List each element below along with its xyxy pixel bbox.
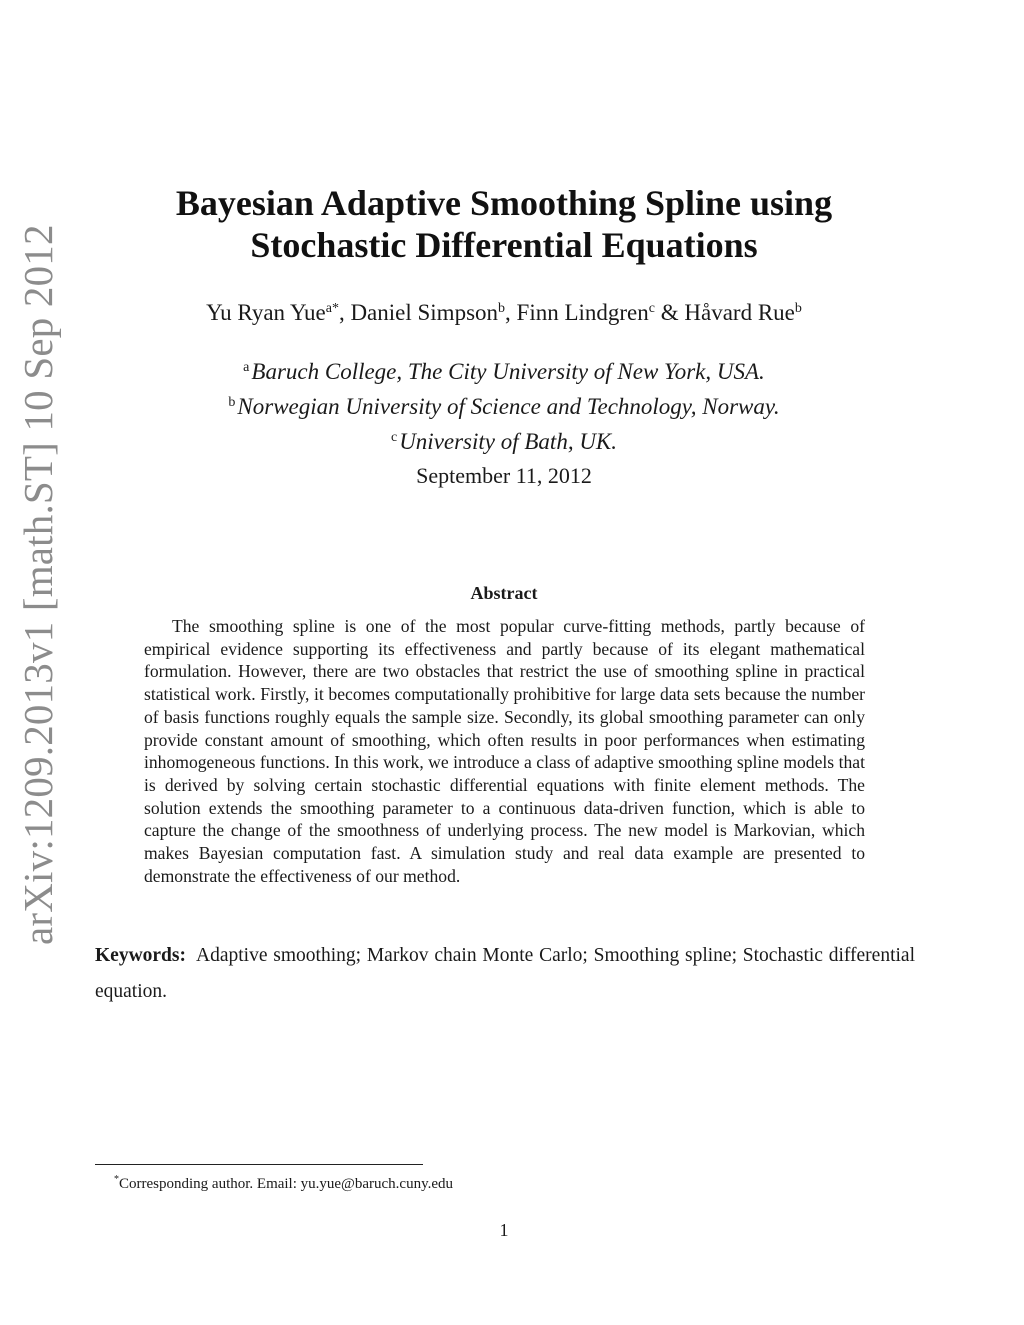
affiliation-list	[100, 352, 908, 457]
author	[350, 300, 516, 325]
author-name: Finn Lindgren	[516, 300, 649, 325]
affiliation	[100, 422, 908, 457]
affiliation	[100, 352, 908, 387]
footnote	[114, 1170, 814, 1194]
affiliation	[100, 387, 908, 422]
author-affiliation-mark: b	[498, 301, 506, 316]
author	[684, 300, 802, 325]
corresponding-author-mark: *	[331, 301, 339, 316]
author-list	[100, 294, 908, 328]
footnote-mark: *	[114, 1174, 119, 1185]
author-name: Håvard Rue	[684, 300, 795, 325]
author-separator: &	[655, 300, 685, 325]
author	[517, 300, 685, 325]
affiliation-mark: a	[243, 360, 250, 375]
author-separator: ,	[338, 300, 351, 325]
author-affiliation-mark: a	[325, 301, 332, 316]
keywords-label: Keywords:	[95, 945, 186, 966]
affiliation-text: Baruch College, The City University of New York, USA.	[251, 359, 765, 384]
footnote-divider	[95, 1164, 423, 1165]
affiliation-text: University of Bath, UK.	[399, 429, 618, 454]
page-number: 1	[499, 1220, 509, 1240]
keywords-section	[95, 938, 915, 1010]
paper-title	[100, 182, 908, 266]
author-affiliation-mark: c	[648, 301, 655, 316]
author-affiliation-mark: b	[794, 301, 802, 316]
affiliation-mark: b	[228, 395, 236, 410]
publication-date: September 11, 2012	[416, 463, 592, 488]
arxiv-identifier-stamp: arXiv:1209.2013v1 [math.ST] 10 Sep 2012	[15, 224, 61, 945]
abstract-body: The smoothing spline is one of the most popular curve-fitting methods, partly because of empirical evidence supporting its effectiveness and partly because of its elegant mathematical formulation. However, there are two obstacles that restrict the use of smoothing spline in practical statistical work. Firstly, it becomes computationally prohibitive for large data sets because the number of basis functions roughly equals the sample size. Secondly, its global smoothing parameter can only provide constant amount of smoothing, which often results in poor performances when estimating inhomogeneous functions. In this work, we introduce a class of adaptive smoothing spline models that is derived by solving certain stochastic differential equations with finite element methods. The solution extends the smoothing parameter to a continuous data-driven function, which is able to capture the change of the smoothness of underlying process. The new model is Markovian, which makes Bayesian computation fast. A simulation study and real data example are presented to demonstrate the effectiveness of our method.	[144, 616, 865, 886]
author-separator: ,	[505, 300, 517, 325]
author	[206, 300, 350, 325]
affiliation-text: Norwegian University of Science and Technology, Norway.	[237, 394, 780, 419]
author-name: Yu Ryan Yue	[206, 300, 326, 325]
title-line-2: Stochastic Differential Equations	[250, 225, 758, 265]
footnote-text: Corresponding author. Email: yu.yue@baruch.cuny.edu	[119, 1176, 454, 1192]
title-line-1: Bayesian Adaptive Smoothing Spline using	[175, 183, 833, 223]
abstract-heading: Abstract	[470, 583, 538, 603]
author-name: Daniel Simpson	[350, 300, 499, 325]
keywords-text: Adaptive smoothing; Markov chain Monte Carlo; Smoothing spline; Stochastic differential equation.	[95, 945, 915, 1002]
affiliation-mark: c	[390, 430, 398, 445]
